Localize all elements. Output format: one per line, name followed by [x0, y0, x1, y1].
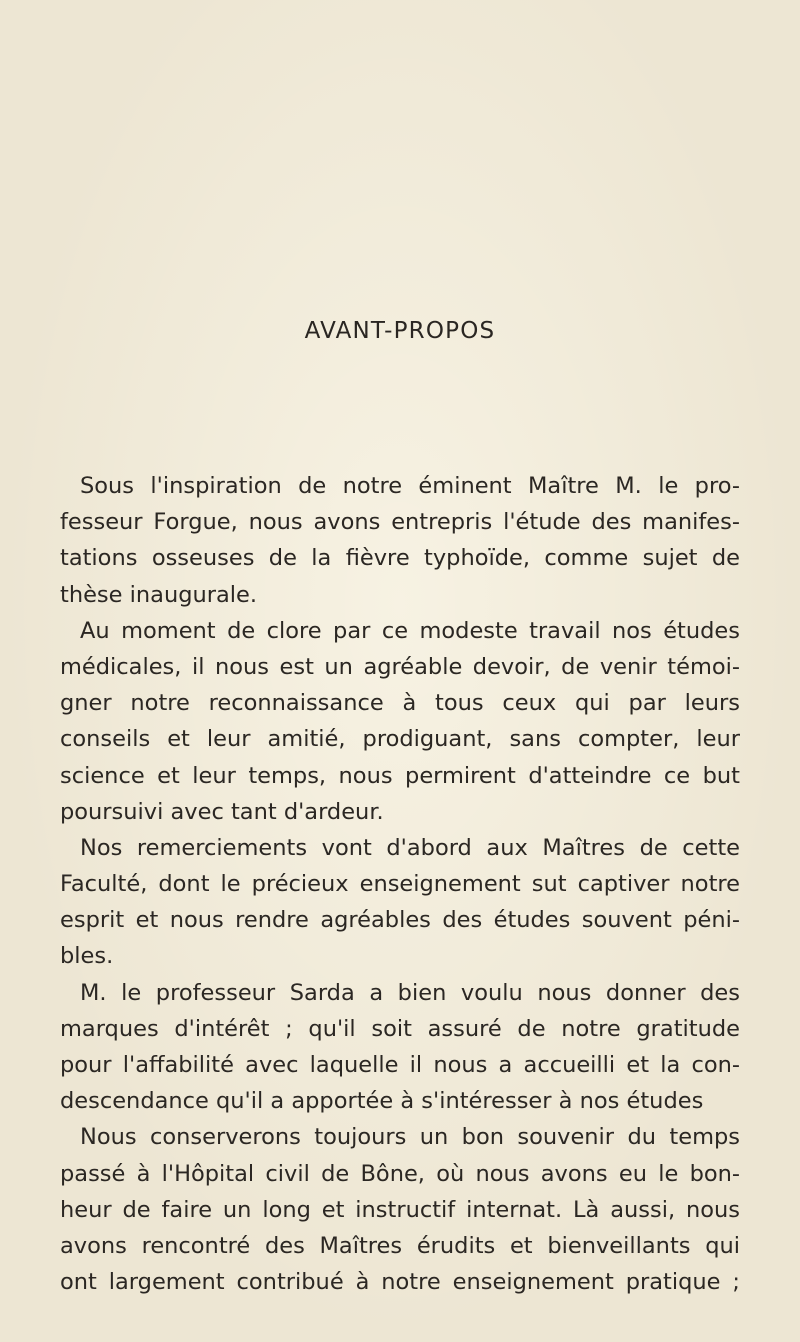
text-line: pour l'affabilité avec laquelle il nous a accueilli et la con-	[60, 1052, 740, 1078]
paragraph-2	[60, 613, 740, 830]
text-line: Faculté, dont le précieux enseignement sut captiver notre	[60, 871, 740, 898]
text-line: M. le professeur Sarda a bien voulu nous donner des	[80, 979, 740, 1006]
text-line: médicales, il nous est un agréable devoir, de venir témoi-	[60, 653, 740, 680]
text-line: marques d'intérêt ; qu'il soit assuré de notre gratitude	[60, 1015, 740, 1042]
text-line: tations osseuses de la fièvre typhoïde, comme sujet de	[60, 545, 740, 572]
text-line: bles.	[60, 943, 114, 970]
paragraph-3	[60, 830, 740, 975]
paragraph-5	[60, 1119, 740, 1300]
text-line: ont largement contribué à notre enseignement pratique ;	[60, 1269, 740, 1296]
paragraph-4	[60, 975, 740, 1120]
text-line: Nous conserverons toujours un bon souvenir du temps	[80, 1124, 740, 1151]
text-line: fesseur Forgue, nous avons entrepris l'étude des manifes-	[60, 509, 740, 536]
text-line: passé à l'Hôpital civil de Bône, où nous avons eu le bon-	[60, 1160, 740, 1187]
text-line: Nos remerciements vont d'abord aux Maîtres de cette	[80, 834, 740, 861]
text-line: Au moment de clore par ce modeste travail nos études	[80, 617, 740, 644]
document-body	[60, 468, 740, 1300]
paragraph-1	[60, 468, 740, 613]
text-line: avons rencontré des Maîtres érudits et bienveillants qui	[60, 1232, 740, 1259]
text-line: gner notre reconnaissance à tous ceux qui par leurs	[60, 690, 740, 717]
text-line: Sous l'inspiration de notre éminent Maître M. le pro-	[80, 473, 740, 499]
text-line: poursuivi avec tant d'ardeur.	[60, 798, 384, 825]
text-line: science et leur temps, nous permirent d'atteindre ce but	[60, 762, 740, 789]
page-title: AVANT-PROPOS	[304, 318, 496, 344]
text-line: heur de faire un long et instructif internat. Là aussi, nous	[60, 1196, 740, 1223]
text-line: descendance qu'il a apportée à s'intéresser à nos études	[60, 1088, 704, 1115]
text-line: conseils et leur amitié, prodiguant, sans compter, leur	[60, 726, 740, 753]
text-line: thèse inaugurale.	[60, 581, 258, 608]
text-line: esprit et nous rendre agréables des études souvent péni-	[60, 907, 740, 934]
